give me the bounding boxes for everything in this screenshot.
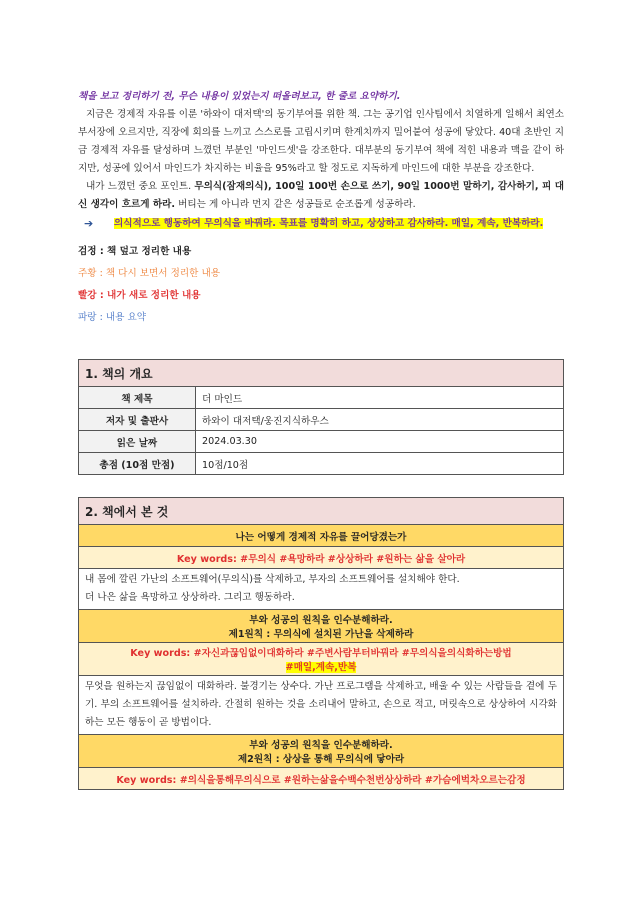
overview-table [78,359,564,475]
legend-orange: 주황 : 책 다시 보면서 정리한 내용 [78,268,221,279]
block2-title [79,610,564,643]
intro-para2-tail: 버티는 게 아니라 먼지 같은 성공들로 순조롭게 성공하라. [175,199,416,210]
block3-keywords: Key words: #의식을통해무의식으로 #원하는삶을수백수천번상상하라 #가슴에벅차오르는감정 [79,768,564,790]
block2-body: 무엇을 원하는지 끊임없이 대화하라. 불경기는 상수다. 가난 프로그램을 삭제하고, 배울 수 있는 사람들을 곁에 두기. 부의 소프트웨어를 설치하라. 간절히 원하는 것을 소리내어 말하고, 손으로 적고, 머릿속으로 상상하여 시각화하는 모든 행동이 곧 방법이다. [79,676,564,735]
block1-body-line-2: 더 나은 삶을 욕망하고 상상하라. 그리고 행동하라. [85,592,295,603]
row-label: 책 제목 [79,387,196,409]
block3-title [79,735,564,768]
intro-paragraph-1: 지금은 경제적 자유를 이룬 '하와이 대저택'의 동기부여를 위한 책. 그는 공기업 인사팀에서 치열하게 일해서 최연소 부서장에 오르지만, 직장에 회의를 느끼고 스스로를 고립시키며 한계치까지 밀어붙여 성공에 닿았다. 40대 초반인 지금 경제적 자유를 달성하며 느꼈던 부분인 '마인드셋'을 강조한다. 대부분의 동기부여 책에 적힌 내용과 맥을 같이 하지만, 성공에 있어서 마인드가 차지하는 비율을 95%라고 할 정도로 지독하게 마인드에 대한 부분을 강조한다. [78,109,564,174]
intro-para2-lead: 내가 느꼈던 중요 포인트. [86,181,195,192]
row-value: 10점/10점 [196,453,564,475]
table-row [79,431,564,453]
block1-body-line-1: 내 몸에 깔린 가난의 소프트웨어(무의식)를 삭제하고, 부자의 소프트웨어를 설치해야 한다. [85,574,460,585]
block3-title-line-1: 부와 성공의 원칙을 인수분해하라. [249,740,393,751]
block1-keywords: Key words: #무의식 #욕망하라 #상상하라 #원하는 삶을 살아라 [79,547,564,569]
row-value: 하와이 대저택/웅진지식하우스 [196,409,564,431]
row-value: 2024.03.30 [196,431,564,453]
summary-highlight: 의식적으로 행동하여 무의식을 바꿔라. 목표를 명확히 하고, 상상하고 감사하라. 매일, 계속, 반복하라. [114,218,544,229]
block2-title-line-1: 부와 성공의 원칙을 인수분해하라. [249,615,393,626]
arrow-icon: ➔ [84,217,94,230]
table-row [79,453,564,475]
block1-body [79,569,564,610]
row-label: 읽은 날짜 [79,431,196,453]
table-row [79,387,564,409]
seen-table [78,497,564,790]
block2-keywords-line-1: Key words: #자신과끊임없이대화하라 #주변사람부터바꿔라 #무의식을의식화하는방법 [130,648,512,659]
intro-heading: 책을 보고 정리하기 전, 무슨 내용이 있었는지 떠올려보고, 한 줄로 요약하기. [78,91,401,102]
block2-keywords-line-2: #매일,계속,반복 [285,662,357,673]
overview-title: 1. 책의 개요 [79,360,564,387]
block1-title: 나는 어떻게 경제적 자유를 끌어당겼는가 [79,525,564,547]
row-label: 저자 및 출판사 [79,409,196,431]
block3-title-line-2: 제2원칙 : 상상을 통해 무의식에 닿아라 [237,754,405,765]
intro-para2-bold: 무의식(잠재의식), 100일 100번 손으로 쓰기, 90일 1000번 말하기, 감사하기, 피 대신 생각이 흐르게 하라. [78,181,564,210]
table-row [79,409,564,431]
row-label: 총점 (10점 만점) [79,453,196,475]
legend-red: 빨강 : 내가 새로 정리한 내용 [78,290,201,301]
row-value: 더 마인드 [196,387,564,409]
block2-keywords [79,643,564,676]
summary-line [78,215,564,233]
legend-black: 검정 : 책 덮고 정리한 내용 [78,246,192,257]
block2-title-line-2: 제1원칙 : 무의식에 설치된 가난을 삭제하라 [228,629,414,640]
document-page [78,88,564,790]
seen-title: 2. 책에서 본 것 [79,498,564,525]
legend-blue: 파랑 : 내용 요약 [78,312,146,323]
intro-paragraph-2 [78,178,564,214]
